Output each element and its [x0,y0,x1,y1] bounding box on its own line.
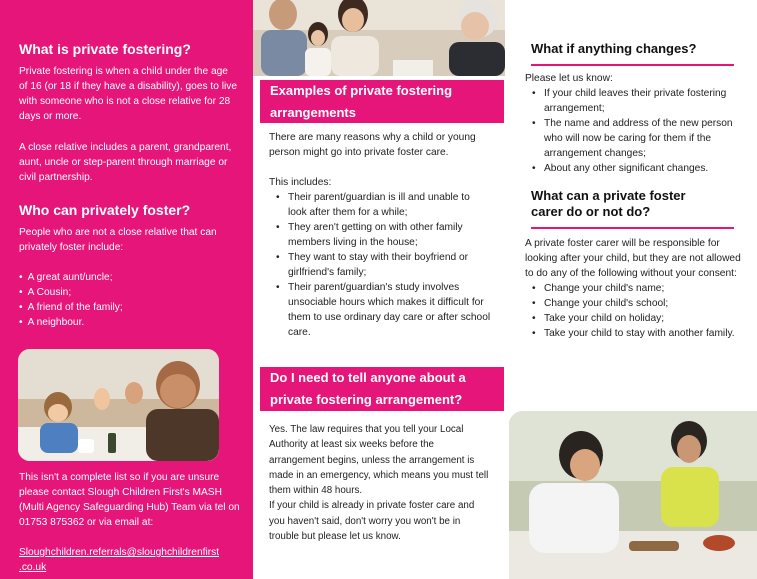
heading-what-if-changes: What if anything changes? [531,41,697,56]
list-item: • Change your child's name; [525,281,747,296]
relative-list [19,270,239,330]
changes-list [525,86,747,176]
examples-intro: There are many reasons why a child or young person might go into private foster care. [269,132,476,158]
list-item: • Their parent/guardian is ill and unable to look after them for a while; [269,190,491,220]
list-item: • A great aunt/uncle; [19,270,239,285]
list-item: • Change your child's school; [525,296,747,311]
photo-family-with-social-worker [253,0,505,76]
examples-section [269,130,491,340]
changes-intro: Please let us know: [525,73,613,84]
photo-teen-and-mother-cooking [509,411,757,579]
list-item: • They want to stay with their boyfriend or girlfriend's family; [269,250,491,280]
already-in-care-text: If your child is already in private foster care and you haven't said, don't worry you won't be in trouble but please let us know. [269,500,475,543]
list-item: • About any other significant changes. [525,161,747,176]
band-tell-anyone-heading [260,367,504,411]
tell-anyone-heading-text: Do I need to tell anyone about a private fostering arrangement? [270,370,466,407]
photo-father-and-child [18,349,219,461]
heading-what-can-carer-do: What can a private foster carer do or not do? [531,188,686,219]
list-item: • Take your child to stay with another family. [525,326,747,341]
list-item: • Take your child on holiday; [525,311,747,326]
email-line-1[interactable]: Sloughchildren.referrals@sloughchildrenfirst [19,547,220,558]
list-item: • A Cousin; [19,285,239,300]
examples-list [269,190,491,340]
who-can-foster-text: People who are not a close relative that can privately foster include: [19,227,217,253]
carer-list [525,281,747,341]
examples-heading-text: Examples of private fostering arrangements [270,83,453,120]
list-item: • They aren't getting on with other family members living in the house; [269,220,491,250]
heading-who-can-foster: Who can privately foster? [19,202,191,218]
left-panel [0,0,253,579]
list-item: • Their parent/guardian's study involves unsociable hours which makes it difficult for them to use ordinary day care or after school care. [269,280,491,340]
divider [531,64,734,66]
carer-section [525,236,747,341]
heading-what-is-private-fostering: What is private fostering? [19,41,191,57]
contact-text: This isn't a complete list so if you are unsure please contact Slough Children First's MASH (Multi Agency Safeguarding Hub) Team via tel on 01753 875362 or via email at: [19,472,240,528]
divider [531,227,734,229]
list-item: • If your child leaves their private fostering arrangement; [525,86,747,116]
band-examples-heading [260,80,504,123]
includes-label: This includes: [269,177,332,188]
tell-anyone-section [269,422,491,544]
law-text: Yes. The law requires that you tell your Local Authority at least six weeks before the arrangement begins, unless the arrangement is made in an emergency, which means you must tell them within 48 hours. [269,424,489,497]
list-item: • The name and address of the new person who will now be caring for them if the arrangement changes; [525,116,747,161]
changes-section [525,71,747,176]
carer-intro: A private foster carer will be responsible for looking after your child, but they are not allowed to do any of the following without your consent: [525,238,741,279]
definition-text: Private fostering is when a child under the age of 16 (or 18 if they have a disability), goes to live with someone who is not a close relative for 28 days or more. [19,66,238,122]
list-item: • A neighbour. [19,315,239,330]
list-item: • A friend of the family; [19,300,239,315]
close-relative-text: A close relative includes a parent, grandparent, aunt, uncle or step-parent through marriage or civil partnership. [19,142,232,183]
email-line-2[interactable]: .co.uk [19,562,47,573]
email-link[interactable] [19,545,249,575]
